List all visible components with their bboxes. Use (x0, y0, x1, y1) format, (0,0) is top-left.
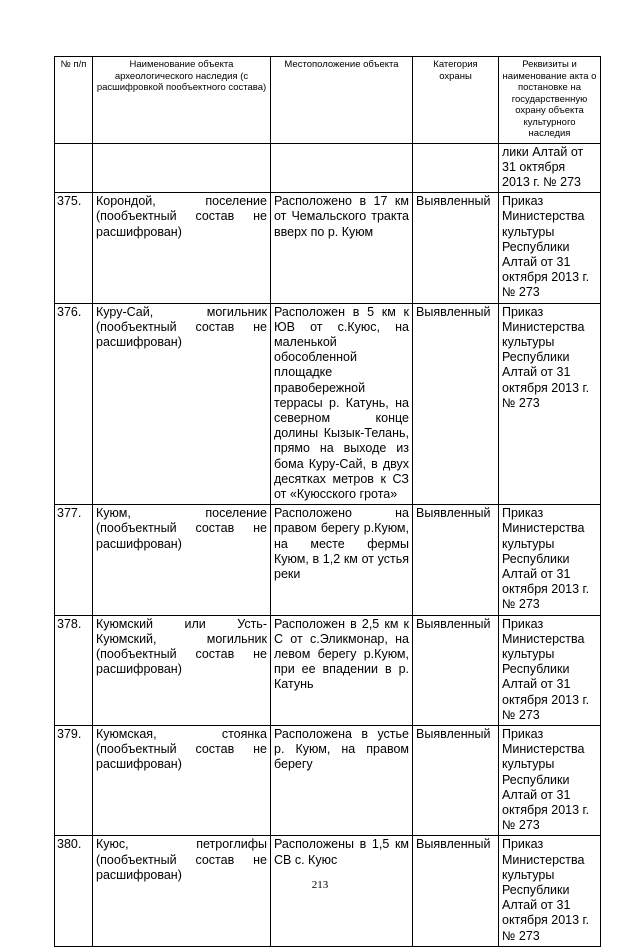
page-number: 213 (311, 879, 329, 891)
protection-act: Приказ Министерства культуры Республики Алтай от 31 октября 2013 г. № 273 (499, 615, 601, 725)
object-name: Корондой, поселение (пообъектный состав не расшифрован) (93, 193, 271, 303)
object-location: Расположено на правом берегу р.Куюм, на месте фермы Куюм, в 1,2 км от устья реки (271, 505, 413, 615)
table-row (55, 615, 601, 725)
object-location: Расположен в 2,5 км к С от с.Эликмонар, на левом берегу р.Куюм, при ее впадении в р. Катунь (271, 615, 413, 725)
protection-category: Выявленный (413, 303, 499, 505)
heritage-objects-table (54, 56, 601, 947)
object-location: Расположен в 5 км к ЮВ от с.Куюс, на маленькой обособленной площадке правобережной террасы р. Катунь, на северном конце долины Кызык-Телань, прямо на выходе из бома Куру-Сай, в двух десятках метров к СЗ от «Куюсского грота» (271, 303, 413, 505)
protection-category: Выявленный (413, 836, 499, 946)
header-category: Категория охраны (413, 57, 499, 144)
continuation-row (55, 143, 601, 193)
continuation-act-line: 31 октября (502, 159, 566, 174)
object-name: Куюмская, стоянка (пообъектный состав не расшифрован) (93, 726, 271, 836)
table-header-row (55, 57, 601, 144)
document-page (54, 56, 600, 947)
object-name: Куюмский или Усть-Куюмский, могильник (пообъектный состав не расшифрован) (93, 615, 271, 725)
protection-category: Выявленный (413, 726, 499, 836)
header-name: Наименование объекта археологического наследия (с расшифровкой пообъектного состава) (93, 57, 271, 144)
row-number: 379. (55, 726, 93, 836)
row-number: 377. (55, 505, 93, 615)
continuation-act-line: 2013 г. № 273 (502, 174, 581, 189)
continuation-act-line: лики Алтай от (502, 144, 584, 159)
object-location: Расположена в устье р. Куюм, на правом берегу (271, 726, 413, 836)
protection-category: Выявленный (413, 505, 499, 615)
row-number: 380. (55, 836, 93, 946)
continuation-category (413, 143, 499, 193)
object-name: Куюм, поселение (пообъектный состав не расшифрован) (93, 505, 271, 615)
row-number: 376. (55, 303, 93, 505)
protection-act: Приказ Министерства культуры Республики Алтай от 31 октября 2013 г. № 273 (499, 505, 601, 615)
protection-category: Выявленный (413, 193, 499, 303)
protection-act: Приказ Министерства культуры Республики Алтай от 31 октября 2013 г. № 273 (499, 303, 601, 505)
header-num: № п/п (55, 57, 93, 144)
protection-act: Приказ Министерства культуры Республики Алтай от 31 октября 2013 г. № 273 (499, 726, 601, 836)
protection-act: Приказ Министерства культуры Республики Алтай от 31 октября 2013 г. № 273 (499, 193, 601, 303)
table-row (55, 193, 601, 303)
continuation-name (93, 143, 271, 193)
table-row (55, 726, 601, 836)
continuation-location (271, 143, 413, 193)
table-row (55, 303, 601, 505)
object-name: Куру-Сай, могильник (пообъектный состав не расшифрован) (93, 303, 271, 505)
row-number: 378. (55, 615, 93, 725)
continuation-num (55, 143, 93, 193)
table-row (55, 836, 601, 946)
protection-act: Приказ Министерства культуры Республики Алтай от 31 октября 2013 г. № 273 (499, 836, 601, 946)
object-location: Расположены в 1,5 км СВ с. Куюс (271, 836, 413, 946)
object-name: Куюс, петроглифы (пообъектный состав не расшифрован) (93, 836, 271, 946)
continuation-act (499, 143, 601, 193)
protection-category: Выявленный (413, 615, 499, 725)
table-row (55, 505, 601, 615)
header-act: Реквизиты и наименование акта о постановке на государственную охрану объекта культурного наследия (499, 57, 601, 144)
object-location: Расположено в 17 км от Чемальского тракта вверх по р. Куюм (271, 193, 413, 303)
header-location: Местоположение объекта (271, 57, 413, 144)
row-number: 375. (55, 193, 93, 303)
